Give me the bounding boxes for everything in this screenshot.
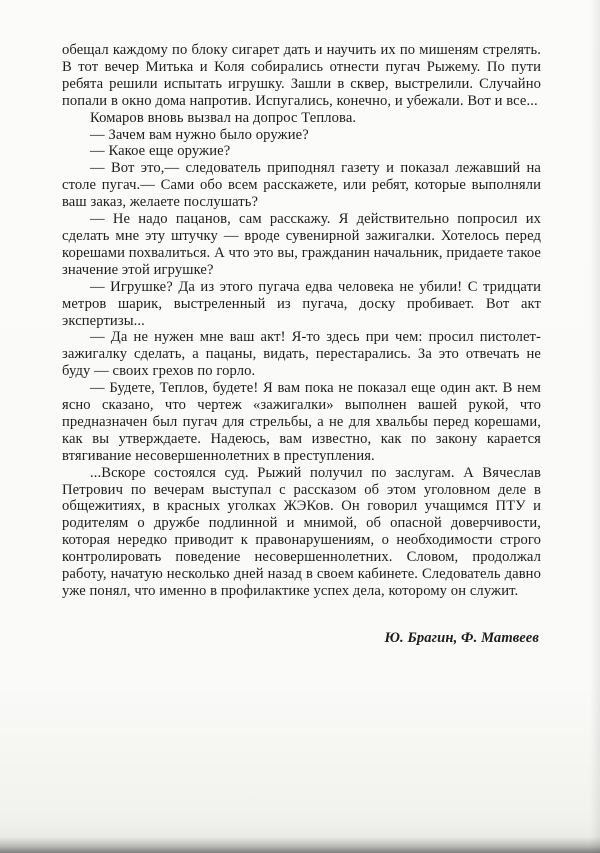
paragraph: ...Вскоре состоялся суд. Рыжий получил по заслугам. А Вячеслав Петрович по вечерам выступал с рассказом об этом уголовном деле в общежитиях, в красных уголках ЖЭКов. Он говорил учащимся ПТУ и родителям о дружбе подлинной и мнимой, об опасной доверчивости, которая нередко приводит к правонарушениям, о необходимости строго контролировать поведение несовершеннолетних. Словом, продолжал работу, начатую несколько дней назад в своем кабинете. Следователь давно уже понял, что именно в профилактике успех дела, которому он служит. <box>62 464 541 599</box>
text-block <box>62 42 541 647</box>
dialogue-line: — Какое еще оружие? <box>90 143 231 160</box>
paragraph: Комаров вновь вызвал на допрос Теплова. <box>90 109 357 126</box>
dialogue-line: — Вот это,— следователь приподнял газету и показал лежавший на столе пугач.— Сами обо всем расскажете, или ребят, которые выполняли ваш заказ, желаете послушать? <box>62 160 541 211</box>
author-line: Ю. Брагин, Ф. Матвеев <box>384 629 539 646</box>
page-edge-shade <box>590 0 600 853</box>
dialogue-line: — Зачем вам нужно было оружие? <box>90 126 309 143</box>
paragraph: обещал каждому по блоку сигарет дать и научить их по мишеням стрелять. В тот вечер Митька и Коля собирались отнести пугач Рыжему. По пути ребята решили испытать игрушку. Зашли в сквер, выстрелили. Случайно попали в окно дома напротив. Испугались, конечно, и убежали. Вот и все... <box>62 42 541 109</box>
dialogue-line: — Да не нужен мне ваш акт! Я-то здесь при чем: просил пистолет-зажигалку сделать, а пацаны, видать, перестарались. За это отвечать не буду — своих грехов по горло. <box>62 329 541 380</box>
dialogue-line: — Будете, Теплов, будете! Я вам пока не показал еще один акт. В нем ясно сказано, что чертеж «зажигалки» выполнен вашей рукой, что предназначен был пугач для стрельбы, а не для хвальбы перед корешами, как вы утверждаете. Надеюсь, вам известно, как по закону карается втягивание несовершеннолетних в преступления. <box>62 380 541 464</box>
dialogue-line: — Не надо пацанов, сам расскажу. Я действительно попросил их сделать мне эту штучку — вроде сувенирной зажигалки. Хотелось перед корешами похвалиться. А что это вы, гражданин начальник, придаете такое значение этой игрушке? <box>62 211 541 278</box>
dialogue-line: — Игрушке? Да из этого пугача едва человека не убили! С тридцати метров шарик, выстреленный из пугача, доску пробивает. Вот акт экспертизы... <box>62 278 541 329</box>
page-bottom-shadow <box>0 837 600 853</box>
